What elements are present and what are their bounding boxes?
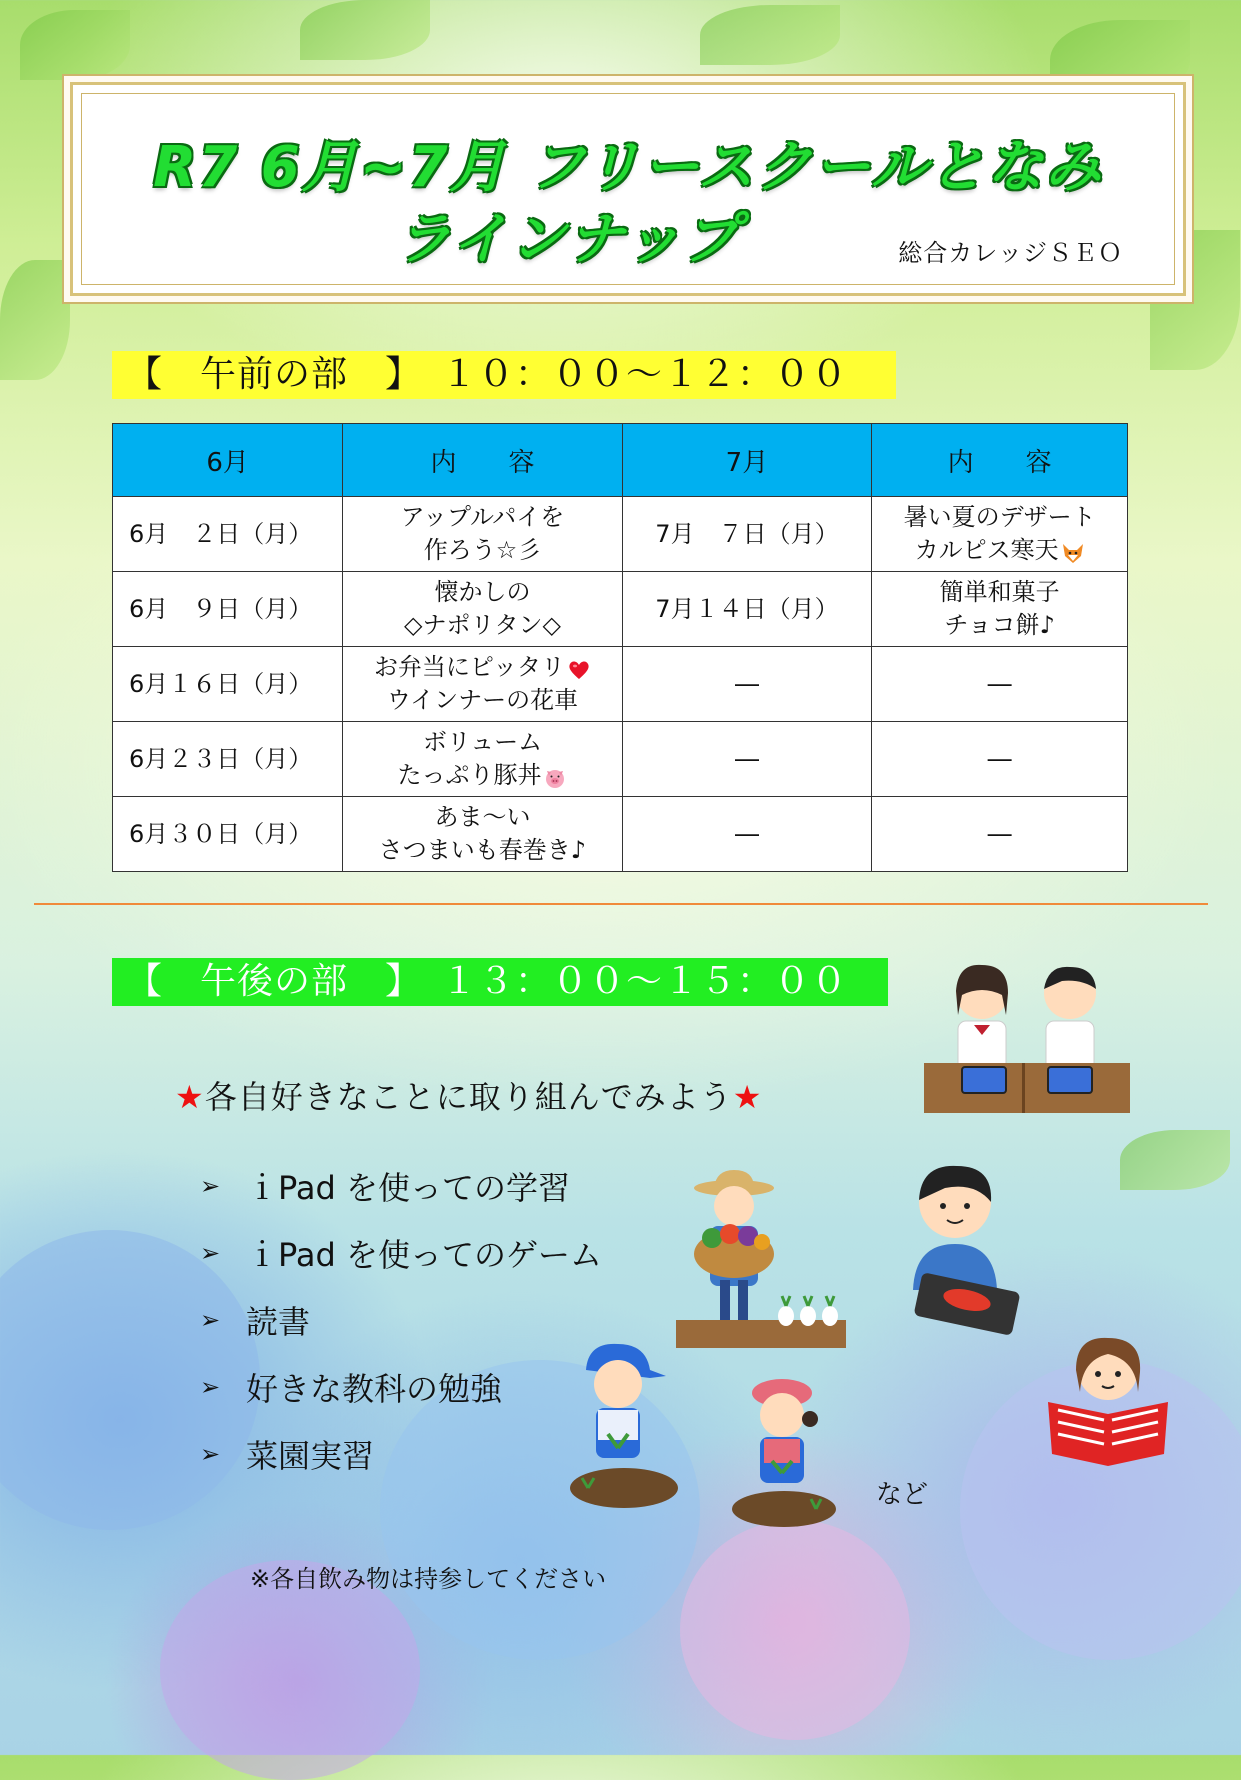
page-subtitle: ラインナップ bbox=[395, 207, 741, 272]
morning-schedule-table bbox=[112, 423, 1128, 872]
july-date: 7月 ７日（月） bbox=[622, 497, 872, 572]
june-date: 6月 ２日（月） bbox=[113, 497, 343, 572]
afternoon-lead: ★各自好きなことに取り組んでみよう★ bbox=[175, 1078, 763, 1116]
girl-reading-book-illustration bbox=[1046, 1330, 1171, 1470]
june-content: 懐かしの ◇ナポリタン◇ bbox=[343, 572, 622, 647]
boy-drawing-on-tablet-illustration bbox=[905, 1160, 1035, 1340]
section-divider bbox=[34, 903, 1208, 905]
header-july-content: 内 容 bbox=[872, 424, 1128, 497]
fox-icon bbox=[1061, 540, 1085, 562]
table-row bbox=[113, 572, 1128, 647]
etc-label: など bbox=[876, 1480, 929, 1510]
table-header-row bbox=[113, 424, 1128, 497]
june-date: 6月１６日（月） bbox=[113, 647, 343, 722]
boy-gardening-illustration bbox=[566, 1340, 681, 1510]
girl-gardening-illustration bbox=[730, 1375, 840, 1530]
list-item: ➢ 好きな教科の勉強 bbox=[200, 1369, 503, 1408]
july-content: 暑い夏のデザート カルピス寒天 bbox=[872, 497, 1128, 572]
header-july: 7月 bbox=[622, 424, 872, 497]
july-content: 簡単和菓子 チョコ餅♪ bbox=[872, 572, 1128, 647]
july-date: ― bbox=[622, 647, 872, 722]
july-date: 7月１４日（月） bbox=[622, 572, 872, 647]
pig-icon bbox=[543, 765, 567, 787]
table-row bbox=[113, 722, 1128, 797]
farmer-with-vegetables-illustration bbox=[676, 1170, 851, 1350]
afternoon-heading: 【 午後の部 】 １３：００～１５：００ bbox=[112, 958, 888, 1006]
morning-heading: 【 午前の部 】 １０：００～１２：００ bbox=[112, 351, 896, 399]
table-row bbox=[113, 497, 1128, 572]
july-content: ― bbox=[872, 797, 1128, 872]
arrow-bullet-icon: ➢ bbox=[200, 1439, 221, 1468]
students-with-tablets-illustration bbox=[922, 955, 1132, 1120]
june-date: 6月２３日（月） bbox=[113, 722, 343, 797]
july-date: ― bbox=[622, 722, 872, 797]
july-content: ― bbox=[872, 722, 1128, 797]
july-date: ― bbox=[622, 797, 872, 872]
star-icon: ★ bbox=[175, 1078, 205, 1116]
june-content: アップルパイを 作ろう☆彡 bbox=[343, 497, 622, 572]
june-content: あま～い さつまいも春巻き♪ bbox=[343, 797, 622, 872]
june-content: お弁当にピッタリ ウインナーの花車 bbox=[343, 647, 622, 722]
list-item: ➢ ｉPad を使っての学習 bbox=[200, 1168, 570, 1207]
organization-name: 総合カレッジＳＥＯ bbox=[898, 239, 1123, 267]
title-frame bbox=[70, 82, 1186, 296]
header-june: 6月 bbox=[113, 424, 343, 497]
page-title: R7 6月~7月 フリースクールとなみ bbox=[153, 135, 1103, 200]
header-june-content: 内 容 bbox=[343, 424, 622, 497]
july-content: ― bbox=[872, 647, 1128, 722]
arrow-bullet-icon: ➢ bbox=[200, 1305, 221, 1334]
list-item: ➢ 菜園実習 bbox=[200, 1436, 375, 1475]
activity-list bbox=[200, 1152, 602, 1487]
june-date: 6月 ９日（月） bbox=[113, 572, 343, 647]
arrow-bullet-icon: ➢ bbox=[200, 1171, 221, 1200]
list-item: ➢ 読書 bbox=[200, 1302, 311, 1341]
arrow-bullet-icon: ➢ bbox=[200, 1238, 221, 1267]
arrow-bullet-icon: ➢ bbox=[200, 1372, 221, 1401]
list-item: ➢ ｉPad を使ってのゲーム bbox=[200, 1235, 602, 1274]
table-row bbox=[113, 647, 1128, 722]
june-date: 6月３０日（月） bbox=[113, 797, 343, 872]
heart-icon bbox=[567, 657, 591, 679]
drink-note: ※各自飲み物は持参してください bbox=[250, 1565, 607, 1593]
star-icon: ★ bbox=[732, 1078, 763, 1116]
june-content: ボリューム たっぷり豚丼 bbox=[343, 722, 622, 797]
table-row bbox=[113, 797, 1128, 872]
